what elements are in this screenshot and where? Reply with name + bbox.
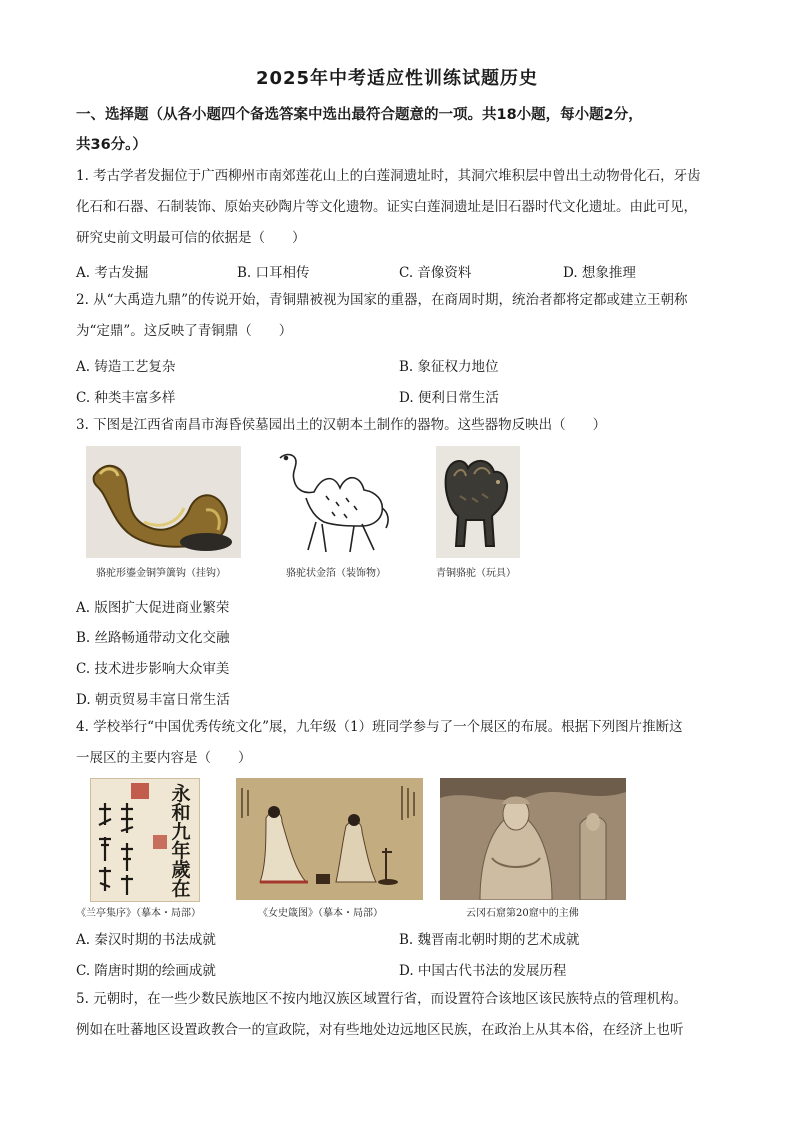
page-title: 2025年中考适应性训练试题历史 <box>255 68 539 89</box>
q5-stem-line1: 5. 元朝时，在一些少数民族地区不按内地汉族区域置行省，而设置符合该地区该民族特点的管理机构。 <box>76 991 688 1007</box>
q3-option-d[interactable]: D. 朝贡贸易丰富日常生活 <box>76 692 230 708</box>
q1-stem-line1: 1. 考古学者发掘位于广西柳州市南郊莲花山上的白莲洞遗址时，其洞穴堆积层中曾出土动物骨化石，牙齿 <box>76 168 701 184</box>
q4-caption-3: 云冈石窟第20窟中的主佛 <box>466 908 579 919</box>
q1-option-b[interactable]: B. 口耳相传 <box>237 265 310 281</box>
q3-option-b[interactable]: B. 丝路畅通带动文化交融 <box>76 630 230 646</box>
q1-option-c[interactable]: C. 音像资料 <box>399 265 472 281</box>
q1-option-d[interactable]: D. 想象推理 <box>563 265 636 281</box>
q3-caption-2: 骆驼状金箔（装饰物） <box>286 568 386 579</box>
q1-option-a[interactable]: A. 考古发掘 <box>76 265 149 281</box>
q1-stem-line3: 研究史前文明最可信的依据是（ ） <box>76 230 306 246</box>
q1-stem-line2: 化石和石器、石制装饰、原始夹砂陶片等文化遗物。证实白莲洞遗址是旧石器时代文化遗址。由此可见， <box>76 199 697 215</box>
bronze-camel-toy-image <box>436 446 520 558</box>
camel-gold-foil-drawing <box>266 446 406 558</box>
q4-option-c[interactable]: C. 隋唐时期的绘画成就 <box>76 963 216 979</box>
q3-option-a[interactable]: A. 版图扩大促进商业繁荣 <box>76 600 230 616</box>
q4-stem-line2: 一展区的主要内容是（ ） <box>76 750 252 766</box>
q2-option-c[interactable]: C. 种类丰富多样 <box>76 390 176 406</box>
q3-caption-1: 骆驼形鎏金铜笋簴钩（挂钩） <box>96 568 226 579</box>
q2-stem-line1: 2. 从“大禹造九鼎”的传说开始，青铜鼎被视为国家的重器，在商周时期，统治者都将定都或建立王朝称 <box>76 292 688 308</box>
q2-option-b[interactable]: B. 象征权力地位 <box>399 359 499 375</box>
q4-caption-1: 《兰亭集序》（摹本・局部） <box>76 908 201 919</box>
camel-gilt-hook-image <box>86 446 241 558</box>
q4-option-b[interactable]: B. 魏晋南北朝时期的艺术成就 <box>399 932 580 948</box>
q3-option-c[interactable]: C. 技术进步影响大众审美 <box>76 661 230 677</box>
q5-stem-line2: 例如在吐蕃地区设置政教合一的宣政院，对有些地处边远地区民族，在政治上从其本俗，在经济上也听 <box>76 1022 684 1038</box>
nushi-zhen-painting-image <box>236 778 423 900</box>
q3-caption-3: 青铜骆驼（玩具） <box>436 568 516 579</box>
yungang-buddha-image <box>440 778 626 900</box>
section-heading-line2: 共36分。） <box>76 137 147 153</box>
q4-options-row1 <box>76 928 726 958</box>
q4-option-d[interactable]: D. 中国古代书法的发展历程 <box>399 963 567 979</box>
lanting-calligraphy-image <box>90 778 200 902</box>
q2-options-row1 <box>76 355 726 385</box>
q4-caption-2: 《女史箴图》（摹本・局部） <box>258 908 383 919</box>
section-heading-line1: 一、选择题（从各小题四个备选答案中选出最符合题意的一项。共18小题，每小题2分， <box>76 107 643 123</box>
q3-stem-line1: 3. 下图是江西省南昌市海昏侯墓园出土的汉朝本土制作的器物。这些器物反映出（ ） <box>76 417 607 433</box>
calligraphy-column: 永 和 九 年 歲 在 <box>171 783 191 900</box>
q2-option-d[interactable]: D. 便利日常生活 <box>399 390 499 406</box>
q4-option-a[interactable]: A. 秦汉时期的书法成就 <box>76 932 216 948</box>
q2-stem-line2: 为“定鼎”。这反映了青铜鼎（ ） <box>76 323 293 339</box>
q4-stem-line1: 4. 学校举行“中国优秀传统文化”展，九年级（1）班同学参与了一个展区的布展。根据下列图片推断这 <box>76 719 683 735</box>
q2-option-a[interactable]: A. 铸造工艺复杂 <box>76 359 176 375</box>
